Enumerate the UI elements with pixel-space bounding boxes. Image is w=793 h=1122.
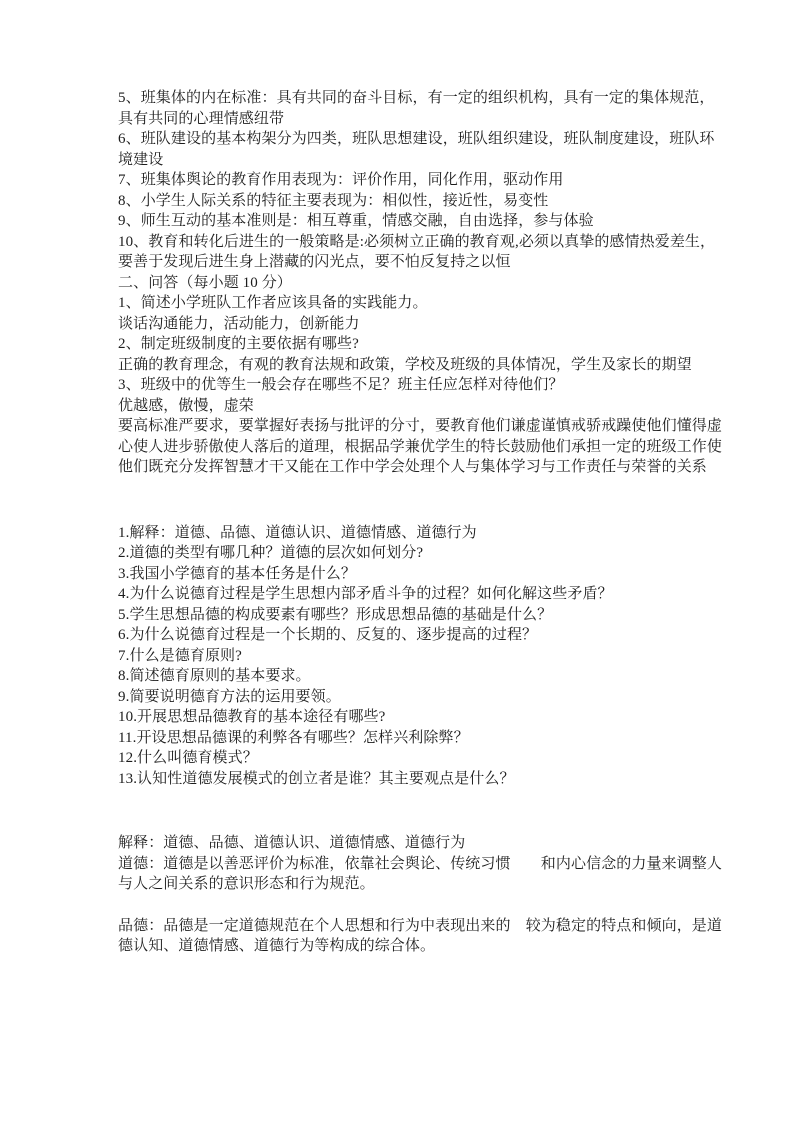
- text-line: 5.学生思想品德的构成要素有哪些？形成思想品德的基础是什么？: [118, 606, 553, 623]
- text-line: 道德：道德是以善恶评价为标准，依靠社会舆论、传统习惯 和内心信念的力量来调整人: [118, 855, 723, 872]
- text-line: 品德：品德是一定道德规范在个人思想和行为中表现出来的 较为稳定的特点和倾向，是道: [118, 917, 723, 934]
- text-line: 解释：道德、品德、道德认识、道德情感、道德行为: [118, 835, 466, 851]
- text-line: 要善于发现后进生身上潜藏的闪光点，要不怕反复持之以恒: [118, 254, 511, 270]
- text-line: 谈话沟通能力，活动能力，创新能力: [118, 315, 360, 332]
- text-line: 6.为什么说德育过程是一个长期的、反复的、逐步提高的过程？: [118, 627, 538, 643]
- text-line: 5、班集体的内在标准：具有共同的奋斗目标，有一定的组织机构，具有一定的集体规范，: [118, 90, 715, 106]
- text-line: 10.开展思想品德教育的基本途径有哪些?: [118, 709, 386, 725]
- text-line: 11.开设思想品德课的利弊各有哪些？怎样兴利除弊？: [118, 729, 469, 746]
- text-line: 10、教育和转化后进生的一般策略是:必须树立正确的教育观,必须以真挚的感情热爱差生，: [118, 233, 716, 250]
- section-explanation-daode: [118, 833, 723, 895]
- text-line: 2、制定班级制度的主要依据有哪些?: [118, 336, 359, 352]
- document-content: [118, 88, 723, 957]
- text-line: 他们既充分发挥智慧才干又能在工作中学会处理个人与集体学习与工作责任与荣誉的关系: [118, 459, 707, 475]
- text-line: 1、简述小学班队工作者应该具备的实践能力。: [118, 295, 428, 311]
- text-line: 要高标准严要求，要掌握好表扬与批评的分寸，要教育他们谦虚谨慎戒骄戒躁使他们懂得虚: [118, 418, 723, 434]
- section-moral-education-question-list: [118, 523, 682, 790]
- text-line: 境建设: [118, 151, 164, 168]
- text-line: 1.解释：道德、品德、道德认识、道德情感、道德行为: [118, 524, 477, 541]
- text-line: 8.简述德育原则的基本要求。: [118, 668, 311, 684]
- text-line: 心使人进步骄傲使人落后的道理，根据品学兼优学生的特长鼓励他们承担一定的班级工作使: [118, 438, 723, 455]
- text-line: 7.什么是德育原则?: [118, 647, 242, 664]
- text-line: 与人之间关系的意识形态和行为规范。: [118, 876, 375, 892]
- text-line: 13.认知性道德发展模式的创立者是谁？其主要观点是什么？: [118, 770, 515, 787]
- text-line: 6、班队建设的基本构架分为四类，班队思想建设，班队组织建设，班队制度建设，班队环: [118, 131, 715, 147]
- text-line: 3.我国小学德育的基本任务是什么？: [118, 565, 356, 582]
- text-line: 3、班级中的优等生一般会存在哪些不足？班主任应怎样对待他们？: [118, 377, 564, 393]
- text-line: 9.简要说明德育方法的运用要领。: [118, 688, 341, 705]
- section-review-points-and-short-answers: [118, 88, 723, 478]
- text-line: 正确的教育理念，有观的教育法规和政策，学校及班级的具体情况，学生及家长的期望: [118, 356, 692, 373]
- text-line: 德认知、道德情感、道德行为等构成的综合体。: [118, 938, 436, 954]
- text-line: 7、班集体舆论的教育作用表现为：评价作用，同化作用，驱动作用: [118, 172, 564, 188]
- text-line: 2.道德的类型有哪几种？道德的层次如何划分?: [118, 545, 424, 561]
- text-line: 9、师生互动的基本准则是：相互尊重，情感交融，自由选择，参与体验: [118, 213, 594, 229]
- text-line: 8、小学生人际关系的特征主要表现为：相似性，接近性，易变性: [118, 192, 549, 209]
- text-line: 12.什么叫德育模式？: [118, 750, 258, 766]
- text-line: 4.为什么说德育过程是学生思想内部矛盾斗争的过程？如何化解这些矛盾？: [118, 586, 613, 602]
- text-line: 具有共同的心理情感纽带: [118, 110, 285, 127]
- text-line: 二、问答（每小题 10 分）: [118, 274, 292, 291]
- section-explanation-pinde: [118, 916, 723, 957]
- text-line: 优越感，傲慢，虚荣: [118, 397, 254, 414]
